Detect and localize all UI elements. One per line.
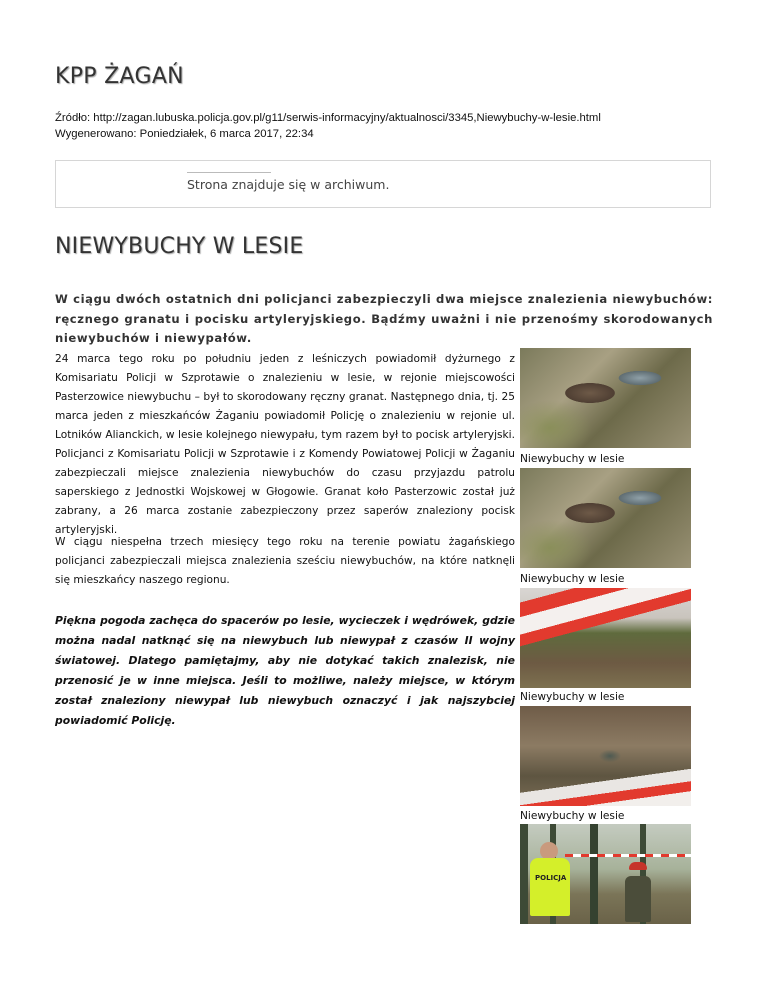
generated-date: Wygenerowano: Poniedziałek, 6 marca 2017, 22:34 — [55, 128, 314, 140]
site-title: KPP ŻAGAŃ — [55, 64, 184, 89]
soldier-beret — [629, 862, 647, 870]
photo-caption: Niewybuchy w lesie — [520, 453, 625, 465]
photo-caption: Niewybuchy w lesie — [520, 691, 625, 703]
document-meta — [55, 110, 601, 142]
soldier-figure — [625, 876, 651, 922]
photo-tape-forest[interactable] — [520, 588, 691, 688]
article-paragraph: W ciągu niespełna trzech miesięcy tego roku na terenie powiatu żagańskiego policjanci zabezpieczali miejsca znalezienia sześciu niewybuchów, na które natknęli się mieszkańcy naszego regionu. — [55, 536, 515, 586]
archive-notice: Strona znajduje się w archiwum. — [187, 177, 390, 192]
article-paragraph: 24 marca tego roku po południu jeden z leśniczych powiadomił dyżurnego z Komisariatu Policji w Szprotawie o znalezieniu w lesie, w rejonie miejscowości Pasterzowice niewybuchu – był to skorodowany ręczny granat. Następnego dnia, tj. 25 marca jeden z mieszkańców Żaganiu powiadomił Policję o znalezieniu w rejonie ul. Lotników Alianckich, w lesie kolejnego niewypału, tym razem był to pocisk artyleryjski. Policjanci z Komisariatu Policji w Szprotawie i z Komendy Powiatowej Policji w Żaganiu zabezpieczali miejsce znalezienia niewybuchów do czasu przyjazdu patrolu saperskiego z Jednostki Wojskowej w Głogowie. Granat koło Pasterzowic został już zabrany, a 26 marca zostanie zabezpieczony przez saperów znaleziony pocisk artyleryjski. — [55, 353, 515, 536]
archive-notice-box — [55, 160, 711, 208]
archive-divider — [187, 172, 271, 173]
photo-caption: Niewybuchy w lesie — [520, 810, 625, 822]
article-title: NIEWYBUCHY W LESIE — [55, 234, 304, 259]
source-url[interactable]: Źródło: http://zagan.lubuska.policja.gov.pl/g11/serwis-informacyjny/aktualnosci/3345,Niewybuchy-w-lesie.html — [55, 112, 601, 124]
photo-caption: Niewybuchy w lesie — [520, 573, 625, 585]
photo-grenade-2[interactable] — [520, 468, 691, 568]
police-vest — [530, 858, 570, 916]
photo-grenade-1[interactable] — [520, 348, 691, 448]
article-paragraph-emphasis: Piękna pogoda zachęca do spacerów po lesie, wycieczek i wędrówek, gdzie można nadal natknąć się na niewybuch lub niewypał z czasów II wojny światowej. Dlatego pamiętajmy, aby nie dotykać takich znalezisk, nie przenosić je w inne miejsca. Jeśli to możliwe, należy miejsce, w którym został znaleziony niewypał lub niewybuch oznaczyć i jak najszybciej powiadomić Policję. — [55, 614, 515, 727]
warning-tape — [565, 854, 691, 857]
photo-shell-ground[interactable] — [520, 706, 691, 806]
vest-label: POLICJA — [535, 874, 567, 882]
photo-police-soldier[interactable] — [520, 824, 691, 924]
article-lead: W ciągu dwóch ostatnich dni policjanci zabezpieczyli dwa miejsce znalezienia niewybuchów: ręcznego granatu i pocisku artyleryjskiego. Bądźmy uważni i nie przenośmy skorodowanych niewybuchów i niewypałów. — [55, 292, 713, 345]
